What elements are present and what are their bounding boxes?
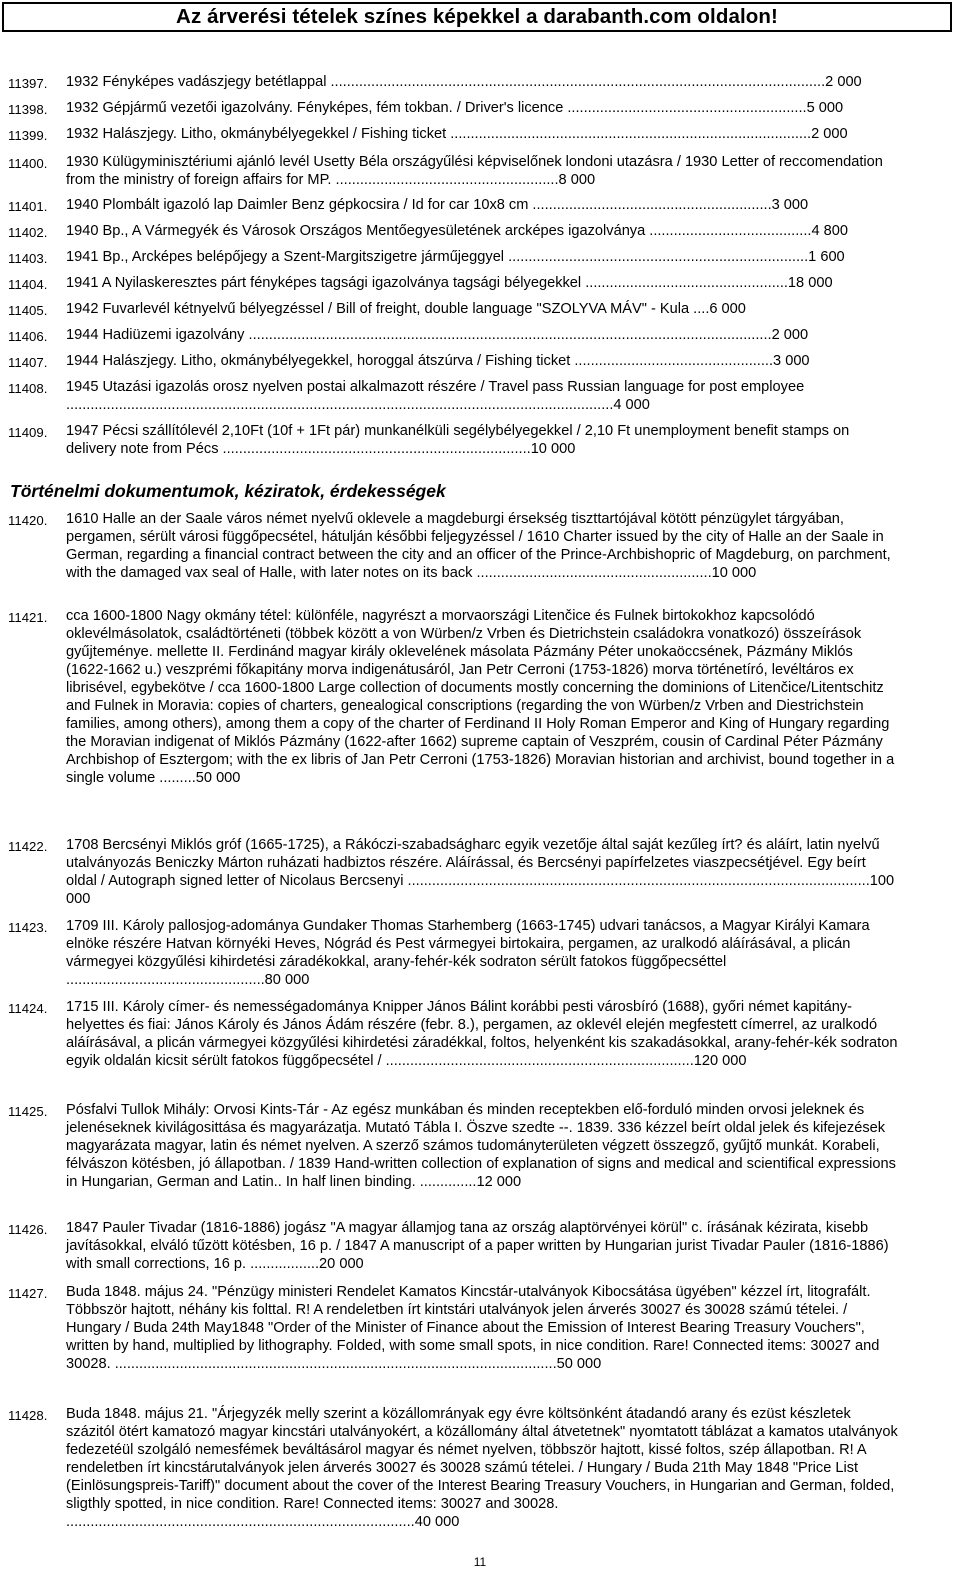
lot-number: 11405.: [8, 303, 48, 318]
lot-description: 1941 Bp., Arcképes belépőjegy a Szent-Margitszigetre járműjeggyel ..........................................................................1 600: [66, 249, 845, 265]
lot-number: 11421.: [8, 610, 48, 625]
lot-description: cca 1600-1800 Nagy okmány tétel: különféle, nagyrészt a morvaországi Litenčice és Fulnek birtokokhoz kapcsolódó oklevélmásolatok, családtörténeti (többek között a von Würben/z Vrben és Dietrichstein családokra vonatkozó) összeírások gyűjteménye. mellette II. Ferdinánd magyar király oklevelének másolata Pázmány Péter unokaöccsének, Pázmány Miklós (1622-1662 u.) veszprémi főkapitány morva indigenátusáról, Jan Petr Cerroni (1753-1826) morva történetíró, levéltáros ex librisével, egybekötve / cca 1600-1800 Large collection of documents mostly concerning the dominions of Litenčice/Litentschitz and Fulnek in Moravia: copies of charters, genealogical conscriptions (regarding the von Würben/z Vrben and Diestrichstein families, among others), among them a copy of the charter of Ferdinand II Holy Roman Emperor and King of Hungary regarding the Moravian indigenat of Miklós Pázmány (1622-after 1662) supreme captain of Veszprém, cousin of Cardinal Péter Pázmány Archbishop of Esztergom; with the ex libris of Jan Petr Cerroni (1753-1826) Moravian historian and archivist, bound together in a single volume .........50 000: [66, 608, 895, 786]
lot-description: 1932 Gépjármű vezetői igazolvány. Fényképes, fém tokban. / Driver's licence ...........................................................5 000: [66, 100, 844, 116]
lot-description: 1709 III. Károly pallosjog-adománya Gundaker Thomas Starhemberg (1663-1745) udvari tanácsos, a Magyar Királyi Kamara elnöke részére Hatvan környéki Heves, Nógrád és Pest vármegyei birtokaira, pergamen, az uralkodó aláírásával, a plicán vármegyei közgyűlési kihirdetési záradékokkal, arany-fehér-kék sodraton sérült fatokos függőpecséttel .................................................80 000: [66, 918, 870, 988]
lot-number: 11401.: [8, 199, 48, 214]
lot-number: 11397.: [8, 76, 48, 91]
lot-number: 11409.: [8, 425, 48, 440]
lot-number: 11422.: [8, 839, 48, 854]
lot-number: 11426.: [8, 1222, 48, 1237]
lot-description: 1610 Halle an der Saale város német nyelvű oklevele a magdeburgi érsekség tiszttartójával kötött pénzügylet tárgyában, pergamen, sérült városi függőpecsétel, hátulján későbbi feljegyzéssel / 1610 Charter issued by the city of Halle an der Saale in German, regarding a financial contract between the city and an officer of the Prince-Archbishopric of Magdeburg, on parchment, with the damaged vax seal of Halle, with later notes on its back ..........................................................10 000: [66, 511, 891, 581]
lot-number: 11424.: [8, 1001, 48, 1016]
section-title: Történelmi dokumentumok, kéziratok, érdekességek: [10, 481, 446, 501]
lot-description: Buda 1848. május 21. "Árjegyzék melly szerint a közállomrányak egy évre költsönként átadandó arany és ezüst készletek százitól ötért kamatozó magyar kincstári utalványokért, a közállomány által átvetetnek" nyomtatott táblázat a kamatos utalványok fedezetéül szolgáló nemesfémek beváltásárol magyar és német nyelven, többször hajtott, kissé foltos, szép állapotban. R! A rendeletben írt kincstárutalványok jelen árverés 30027 és 30028 számú tételei. / Hungary / Buda 21th May 1848 "Price List (Einlösungspreis-Tariff)" document about the cover of the Interest Bearing Treasury Vouchers, in Hungarian and German, folded, sligthly spotted, in nice condition. Rare! Connected items: 30027 and 30028. ......................................................................................40 000: [66, 1406, 898, 1530]
lot-description: 1708 Bercsényi Miklós gróf (1665-1725), a Rákóczi-szabadságharc egyik vezetője által saját kezűleg írt? és aláírt, latin nyelvű utalványozás Beniczky Márton ruházati hadbiztos részére. Aláírással, és Bercsényi papírfelzetes viaszpecsétjével. Egy beírt oldal / Autograph signed letter of Nicolaus Bercsenyi ..................................................................................................................100 000: [66, 837, 895, 907]
lot-description: 1940 Plombált igazoló lap Daimler Benz gépkocsira / Id for car 10x8 cm ...........................................................3 000: [66, 197, 809, 213]
lot-description: 1944 Hadiüzemi igazolvány .................................................................................................................................2 000: [66, 327, 809, 343]
lot-description: 1930 Külügyminisztériumi ajánló levél Usetty Béla országyűlési képviselőnek londoni utazásra / 1930 Letter of reccomendation from the ministry of foreign affairs for MP. .......................................................8 000: [66, 154, 883, 188]
lot-description: 1947 Pécsi szállítólevél 2,10Ft (10f + 1Ft pár) munkanélküli segélybélyegekkel / 2,10 Ft unemployment benefit stamps on delivery note from Pécs ............................................................................10 000: [66, 423, 850, 457]
lot-number: 11398.: [8, 102, 48, 117]
lot-number: 11408.: [8, 381, 48, 396]
lot-number: 11404.: [8, 277, 48, 292]
lot-description: 1944 Halászjegy. Litho, okmánybélyegekkel, horoggal átszúrva / Fishing ticket .................................................3 000: [66, 353, 810, 369]
lot-description: 1715 III. Károly címer- és nemességadománya Knipper János Bálint korábbi pesti városbíró (1688), győri német kapitány-helyettes és fiai: János Károly és János Ádám részére (febr. 8.), pergamen, az oklevél elején megfestett címerrel, az uralkodó aláírásával, a plicán vármegyei közgyűlési kihirdetési záradékkal, foltos, helyenként kis szakadásokkal, arany-fehér-kék sodraton egyik oldalán kicsit sérült fatokos függőpecsétel / ............................................................................120 000: [66, 999, 898, 1069]
lot-description: 1945 Utazási igazolás orosz nyelven postai alkalmazott részére / Travel pass Russian language for post employee .......................................................................................................................................4 000: [66, 379, 805, 413]
lot-number: 11403.: [8, 251, 48, 266]
lot-number: 11407.: [8, 355, 48, 370]
lot-description: 1940 Bp., A Vármegyék és Városok Országos Mentőegyesületének arcképes igazolványa ........................................4 800: [66, 223, 848, 239]
lot-description: Buda 1848. május 24. "Pénzügy ministeri Rendelet Kamatos Kincstár-utalványok Kibocsátása ügyében" kézzel írt, litografált. Többször hajtott, néhány kis folttal. R! A rendeletben írt kintstári utalványok jelen árverés 30027 és 30028 számú tételei. / Hungary / Buda 24th May1848 "Order of the Minister of Finance about the Emission of Interest Bearing Treasury Vouchers", written by hand, multiplied by lithography. Folded, with some small spots, in nice condition. Rare! Connected items: 30027 and 30028. .............................................................................................................50 000: [66, 1284, 880, 1372]
lot-description: 1941 A Nyilaskeresztes párt fényképes tagsági igazolványa tagsági bélyegekkel ..................................................18 000: [66, 275, 833, 291]
lot-number: 11399.: [8, 128, 48, 143]
lot-number: 11427.: [8, 1286, 48, 1301]
lot-number: 11423.: [8, 920, 48, 935]
lot-description: 1932 Halászjegy. Litho, okmánybélyegekkel / Fishing ticket .........................................................................................2 000: [66, 126, 848, 142]
lot-number: 11402.: [8, 225, 48, 240]
lot-number: 11400.: [8, 156, 48, 171]
lot-description: 1942 Fuvarlevél kétnyelvű bélyegzéssel / Bill of freight, double language "SZOLYVA MÁV" - Kula ....6 000: [66, 301, 746, 317]
lot-description: Pósfalvi Tullok Mihály: Orvosi Kints-Tár - Az egész munkában és minden receptekben elő-forduló minden orvosi jeleknek és jelenéseknek kivilágosittása és magyarázatja. Mutató Tábla I. Öszve szedte --. 1839. 336 kézzel beírt oldal jelek és kifejezések magyarázata magyar, latin és német nyelven. A szerző számos tudományterületen végzett összegző, gyűjtő munkát. Korabeli, félvászon kötésben, jó állapotban. / 1839 Hand-written collection of explanation of signs and medical and scientifical expressions in Hungarian, German and Latin.. In half linen binding. ..............12 000: [66, 1102, 896, 1190]
page-banner: Az árverési tételek színes képekkel a darabanth.com oldalon!: [2, 2, 952, 32]
lot-description: 1932 Fényképes vadászjegy betétlappal ..........................................................................................................................2 000: [66, 74, 862, 90]
lot-number: 11425.: [8, 1104, 48, 1119]
page-number: 11: [473, 1555, 487, 1569]
lot-description: 1847 Pauler Tivadar (1816-1886) jogász "A magyar államjog tana az ország alaptörvényei körül" c. írásának kézirata, kisebb javításokkal, elváló tűzött kötésben, 16 p. / 1847 A manuscript of a paper written by Hungarian jurist Tivadar Pauler (1816-1886) with small corrections, 16 p. .................20 000: [66, 1220, 889, 1272]
lot-number: 11428.: [8, 1408, 48, 1423]
lot-number: 11420.: [8, 513, 48, 528]
lot-number: 11406.: [8, 329, 48, 344]
